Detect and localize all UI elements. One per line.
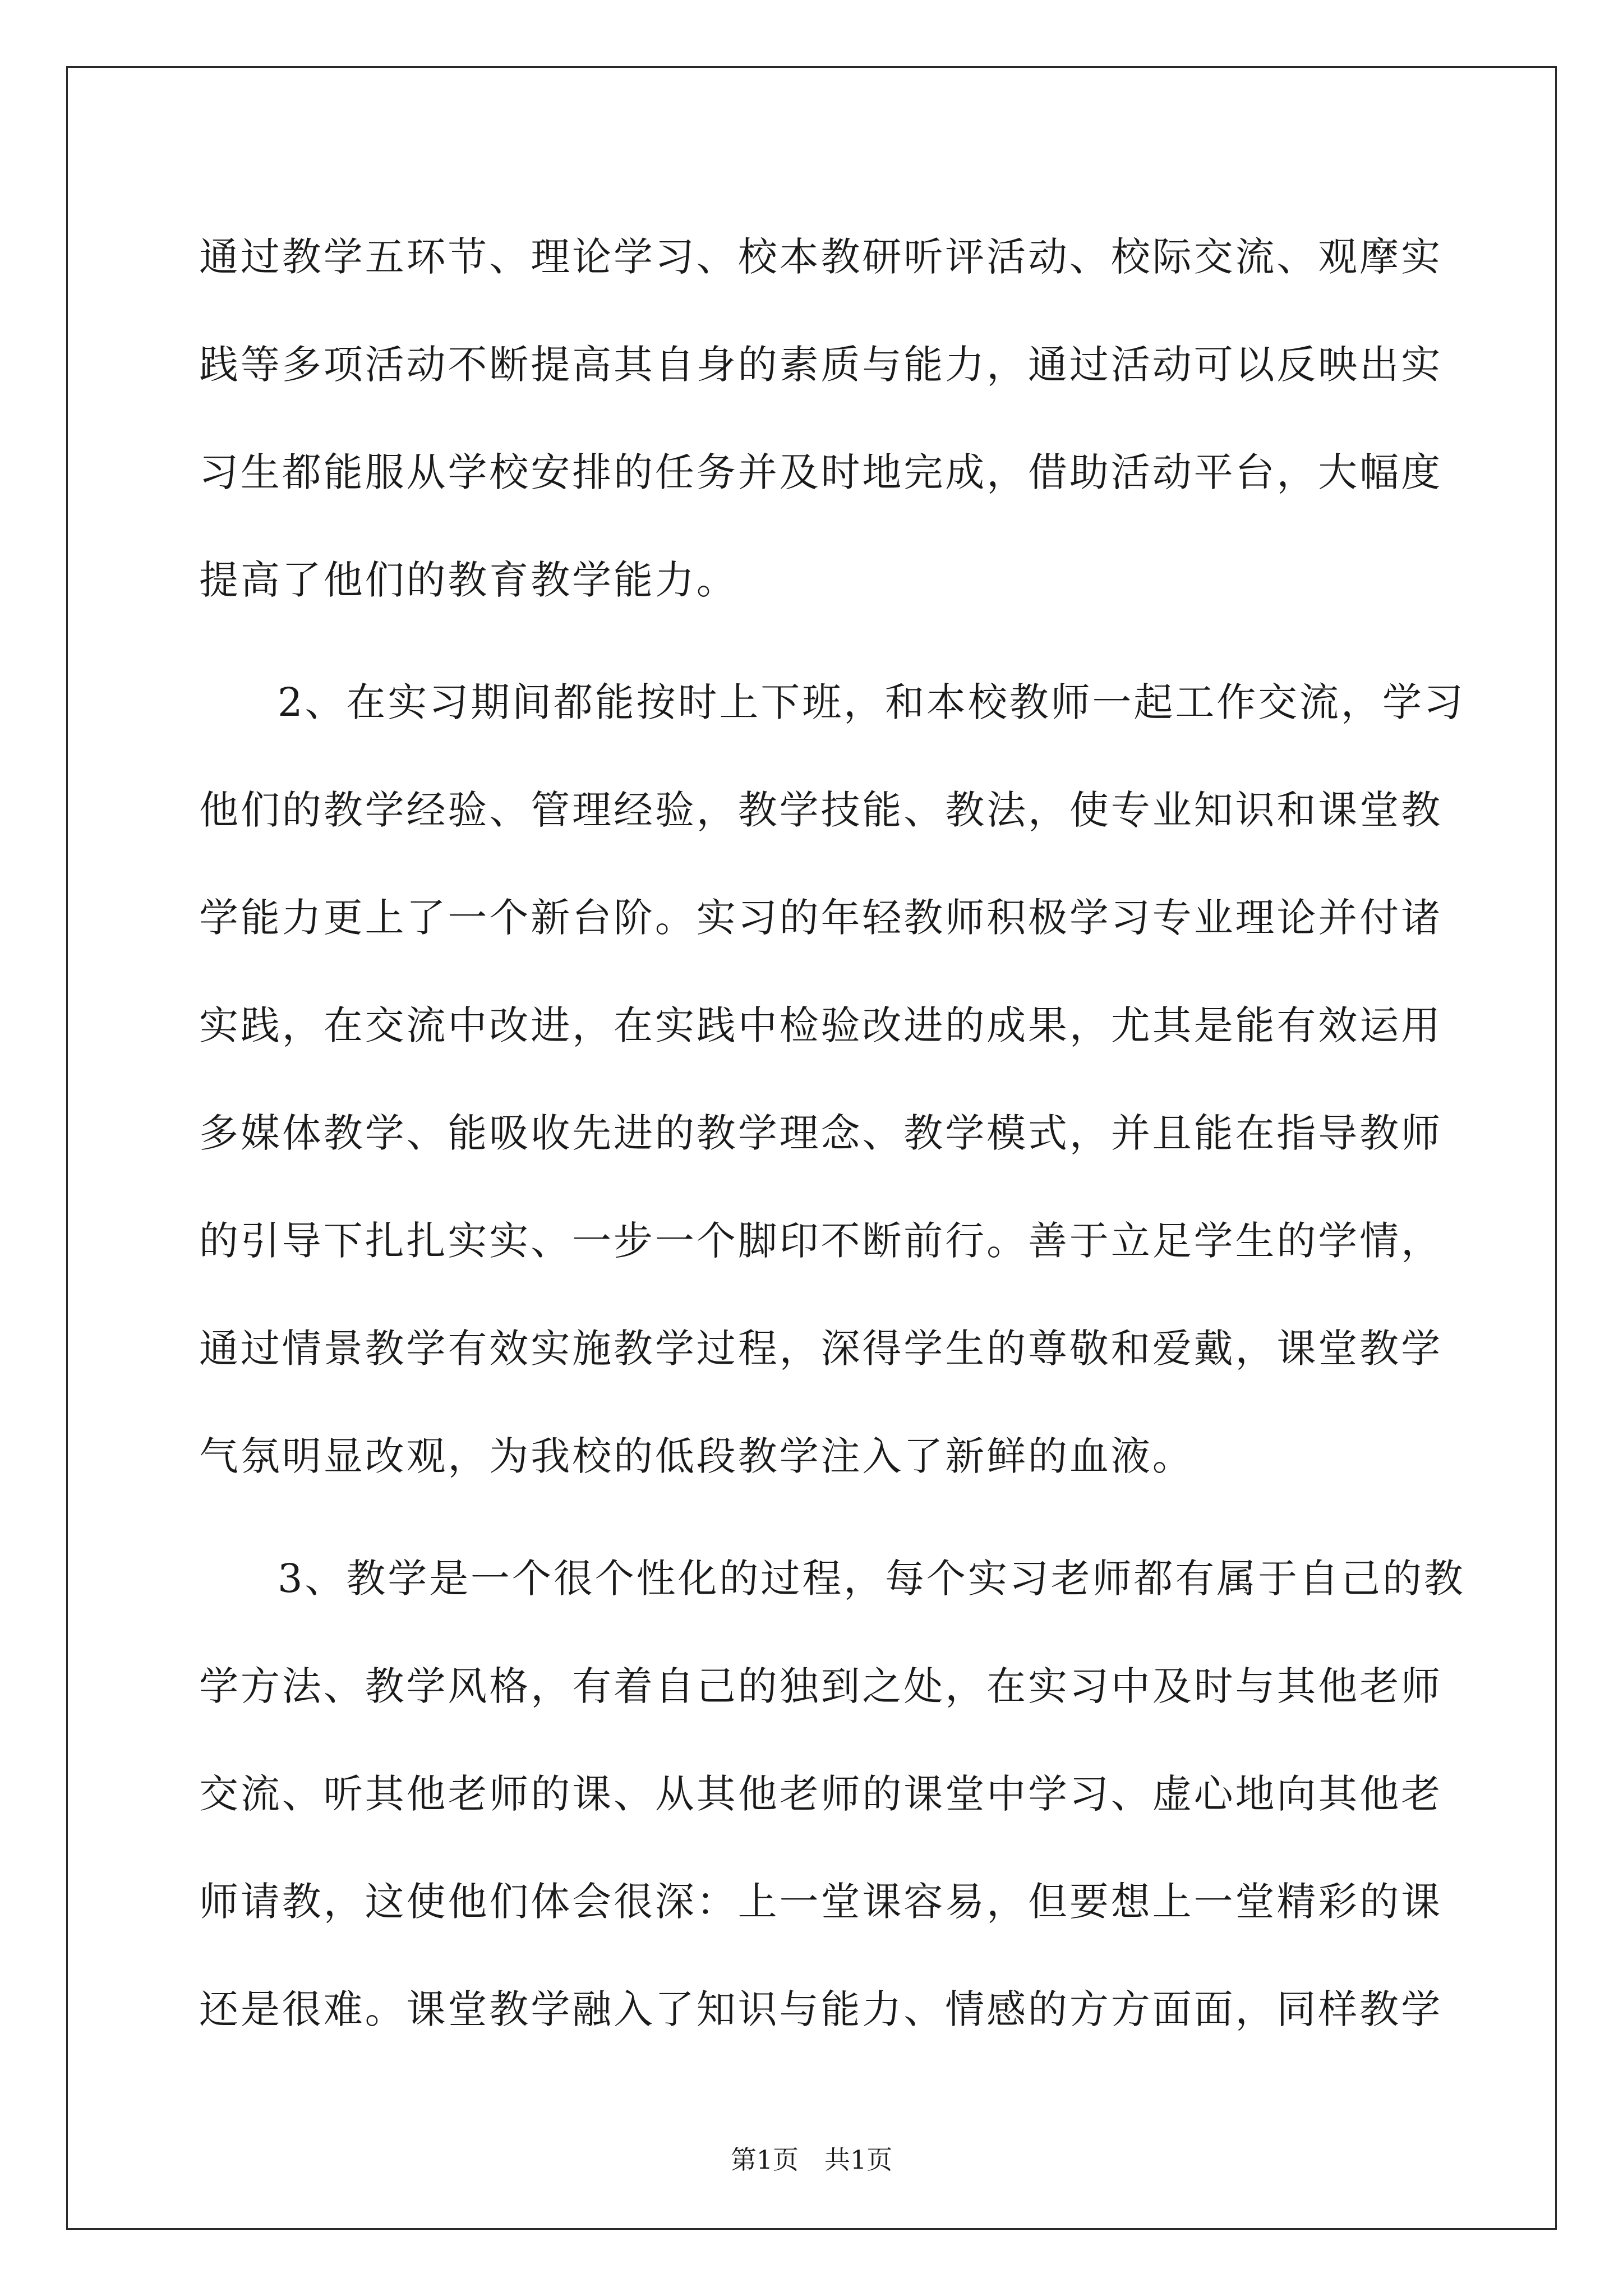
text-line: 多媒体教学、能吸收先进的教学理念、教学模式，并且能在指导教师 [199, 1110, 1442, 1156]
text-line: 他们的教学经验、管理经验，教学技能、教法，使专业知识和课堂教 [199, 787, 1442, 833]
text-line: 习生都能服从学校安排的任务并及时地完成，借助活动平台，大幅度 [199, 449, 1442, 495]
text-line: 交流、听其他老师的课、从其他老师的课堂中学习、虚心地向其他老 [199, 1771, 1442, 1817]
document-body [199, 203, 1465, 2063]
paragraph-2 [199, 648, 1465, 1510]
text-line: 提高了他们的教育教学能力。 [199, 557, 738, 603]
paragraph-spacing [199, 1510, 1427, 1525]
text-line: 师请教，这使他们体会很深：上一堂课容易，但要想上一堂精彩的课 [199, 1879, 1442, 1925]
paragraph-3 [199, 1525, 1465, 2063]
text-line: 还是很难。课堂教学融入了知识与能力、情感的方方面面，同样教学 [199, 1986, 1442, 2032]
text-line: 3、教学是一个很个性化的过程，每个实习老师都有属于自己的教 [278, 1556, 1465, 1602]
text-line: 通过教学五环节、理论学习、校本教研听评活动、校际交流、观摩实 [199, 234, 1442, 280]
text-line: 通过情景教学有效实施教学过程，深得学生的尊敬和爱戴，课堂教学 [199, 1326, 1442, 1372]
text-line: 实践，在交流中改进，在实践中检验改进的成果，尤其是能有效运用 [199, 1002, 1442, 1048]
text-line: 学方法、教学风格，有着自己的独到之处，在实习中及时与其他老师 [199, 1663, 1442, 1709]
text-line: 学能力更上了一个新台阶。实习的年轻教师积极学习专业理论并付诸 [199, 895, 1442, 941]
text-line: 2、在实习期间都能按时上下班，和本校教师一起工作交流，学习 [278, 679, 1465, 725]
paragraph-1 [199, 203, 1442, 634]
page-footer [0, 2143, 1623, 2177]
page-total: 共1页 [824, 2145, 893, 2175]
text-line: 气氛明显改观，为我校的低段教学注入了新鲜的血液。 [199, 1433, 1194, 1479]
paragraph-spacing [199, 634, 1427, 648]
page-number: 第1页 [730, 2145, 799, 2175]
text-line: 践等多项活动不断提高其自身的素质与能力，通过活动可以反映出实 [199, 342, 1442, 388]
text-line: 的引导下扎扎实实、一步一个脚印不断前行。善于立足学生的学情， [199, 1218, 1442, 1264]
